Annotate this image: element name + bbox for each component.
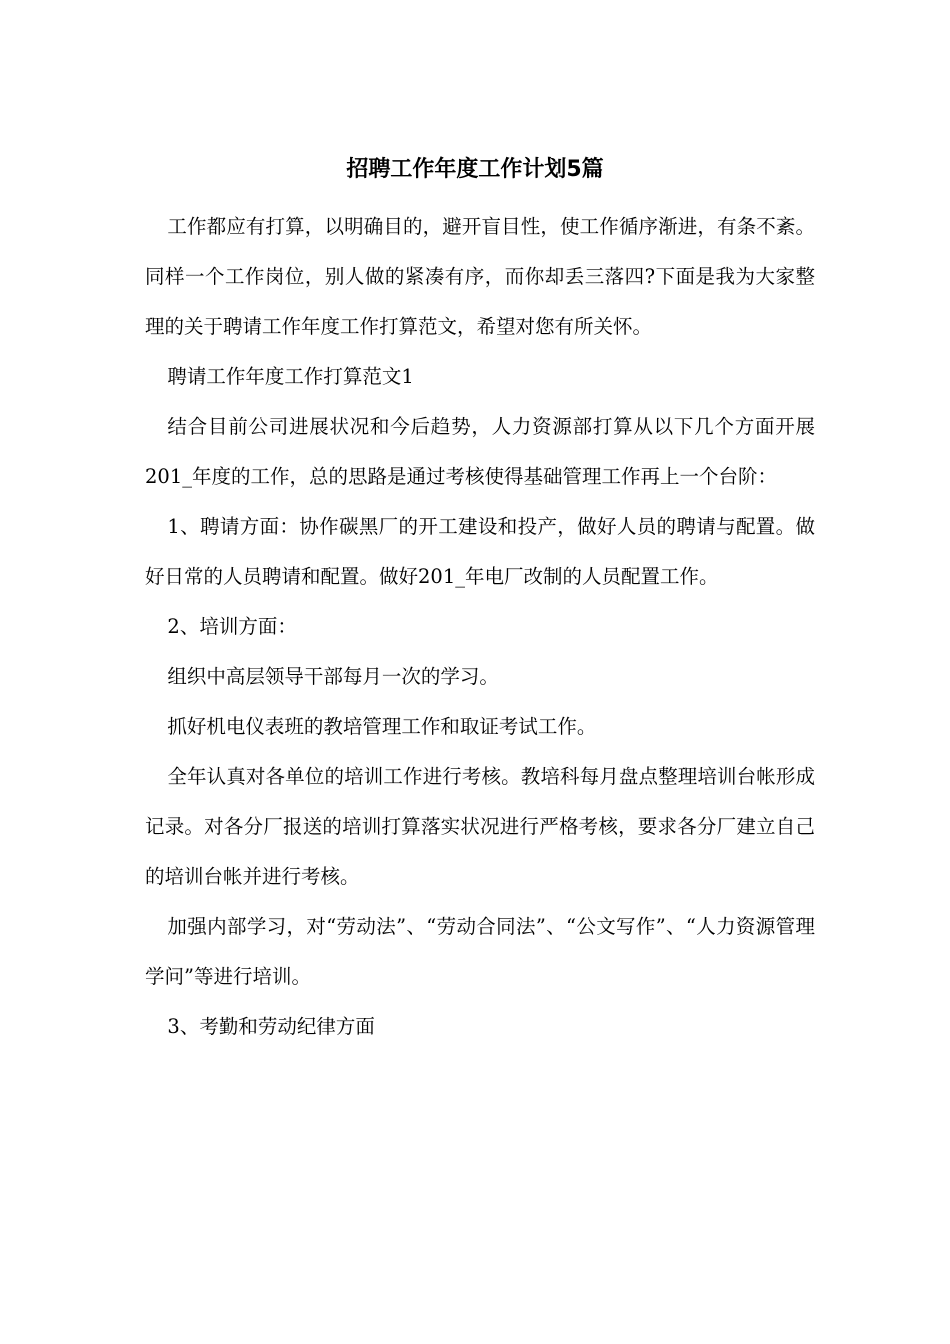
paragraph-recruitment: 1、聘请方面：协作碳黑厂的开工建设和投产，做好人员的聘请与配置。做好日常的人员聘请和配置。做好201_年电厂改制的人员配置工作。 xyxy=(145,515,815,588)
paragraph-overview: 结合目前公司进展状况和今后趋势，人力资源部打算从以下几个方面开展201_年度的工作，总的思路是通过考核使得基础管理工作再上一个台阶： xyxy=(145,415,815,488)
document-title: 招聘工作年度工作计划5篇 xyxy=(346,157,604,182)
section-heading-sample-1: 聘请工作年度工作打算范文1 xyxy=(167,365,414,388)
paragraph-attendance-heading: 3、考勤和劳动纪律方面 xyxy=(167,1015,375,1038)
paragraph-internal-learning: 加强内部学习，对“劳动法”、“劳动合同法”、“公文写作”、“人力资源管理学问”等进行培训。 xyxy=(145,915,815,988)
paragraph-intro: 工作都应有打算，以明确目的，避开盲目性，使工作循序渐进，有条不紊。同样一个工作岗位，别人做的紧凑有序，而你却丢三落四?下面是我为大家整理的关于聘请工作年度工作打算范文，希望对您有所关怀。 xyxy=(145,215,815,338)
document-body xyxy=(145,202,815,1052)
paragraph-training-heading: 2、培训方面： xyxy=(167,615,297,638)
paragraph-training-assessment: 全年认真对各单位的培训工作进行考核。教培科每月盘点整理培训台帐形成记录。对各分厂报送的培训打算落实状况进行严格考核，要求各分厂建立自己的培训台帐并进行考核。 xyxy=(145,765,815,888)
paragraph-training-instruments: 抓好机电仪表班的教培管理工作和取证考试工作。 xyxy=(167,715,597,738)
paragraph-training-leaders: 组织中高层领导干部每月一次的学习。 xyxy=(167,665,499,688)
